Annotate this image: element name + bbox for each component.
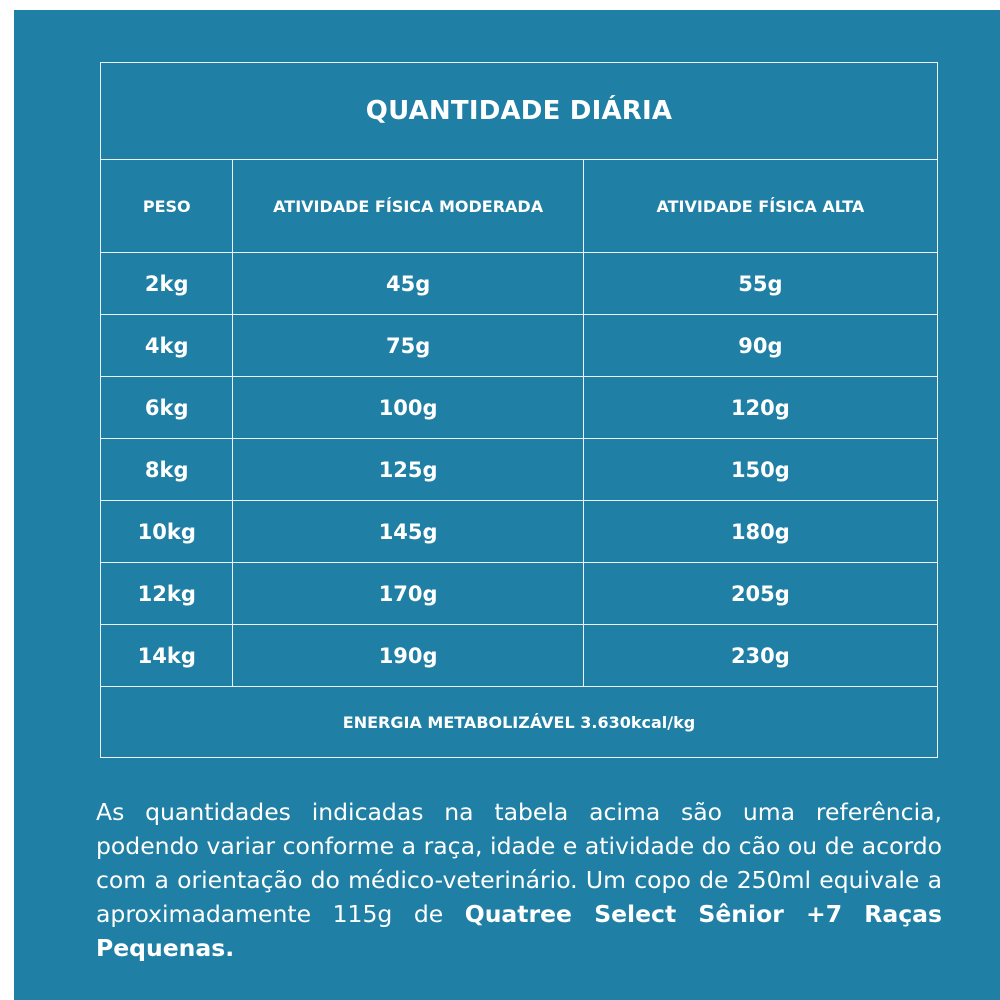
table-header-row [101, 160, 938, 253]
cell-high: 120g [583, 377, 937, 439]
cell-high: 180g [583, 501, 937, 563]
cell-high: 230g [583, 625, 937, 687]
cell-high: 150g [583, 439, 937, 501]
cell-high: 205g [583, 563, 937, 625]
cell-peso: 8kg [101, 439, 233, 501]
content-panel [14, 10, 1000, 1000]
cell-peso: 14kg [101, 625, 233, 687]
cell-moderate: 170g [233, 563, 583, 625]
table-row [101, 625, 938, 687]
daily-quantity-table [100, 62, 938, 758]
product-name: Quatree Select Sênior +7 Raças Pequenas. [96, 900, 942, 962]
cell-moderate: 75g [233, 315, 583, 377]
cell-peso: 12kg [101, 563, 233, 625]
table-row [101, 563, 938, 625]
table-row [101, 377, 938, 439]
cell-moderate: 145g [233, 501, 583, 563]
cell-peso: 6kg [101, 377, 233, 439]
cell-moderate: 125g [233, 439, 583, 501]
cell-moderate: 190g [233, 625, 583, 687]
cell-moderate: 100g [233, 377, 583, 439]
header-peso: PESO [101, 160, 233, 253]
table-title: QUANTIDADE DIÁRIA [101, 63, 938, 160]
table-row [101, 439, 938, 501]
note-text: As quantidades indicadas na tabela acima são uma referência, podendo variar conforme a raça, idade e atividade do cão ou de acordo com a orientação do médico-veterinário. Um copo de 250ml equivale a aproximadamente 115g de [96, 798, 942, 928]
table-row [101, 501, 938, 563]
reference-note [96, 795, 942, 965]
header-moderate-activity: ATIVIDADE FÍSICA MODERADA [233, 160, 583, 253]
cell-moderate: 45g [233, 253, 583, 315]
cell-high: 55g [583, 253, 937, 315]
cell-peso: 4kg [101, 315, 233, 377]
metabolizable-energy: ENERGIA METABOLIZÁVEL 3.630kcal/kg [101, 687, 938, 758]
cell-peso: 2kg [101, 253, 233, 315]
cell-high: 90g [583, 315, 937, 377]
header-high-activity: ATIVIDADE FÍSICA ALTA [583, 160, 937, 253]
cell-peso: 10kg [101, 501, 233, 563]
table-row [101, 253, 938, 315]
table-row [101, 315, 938, 377]
